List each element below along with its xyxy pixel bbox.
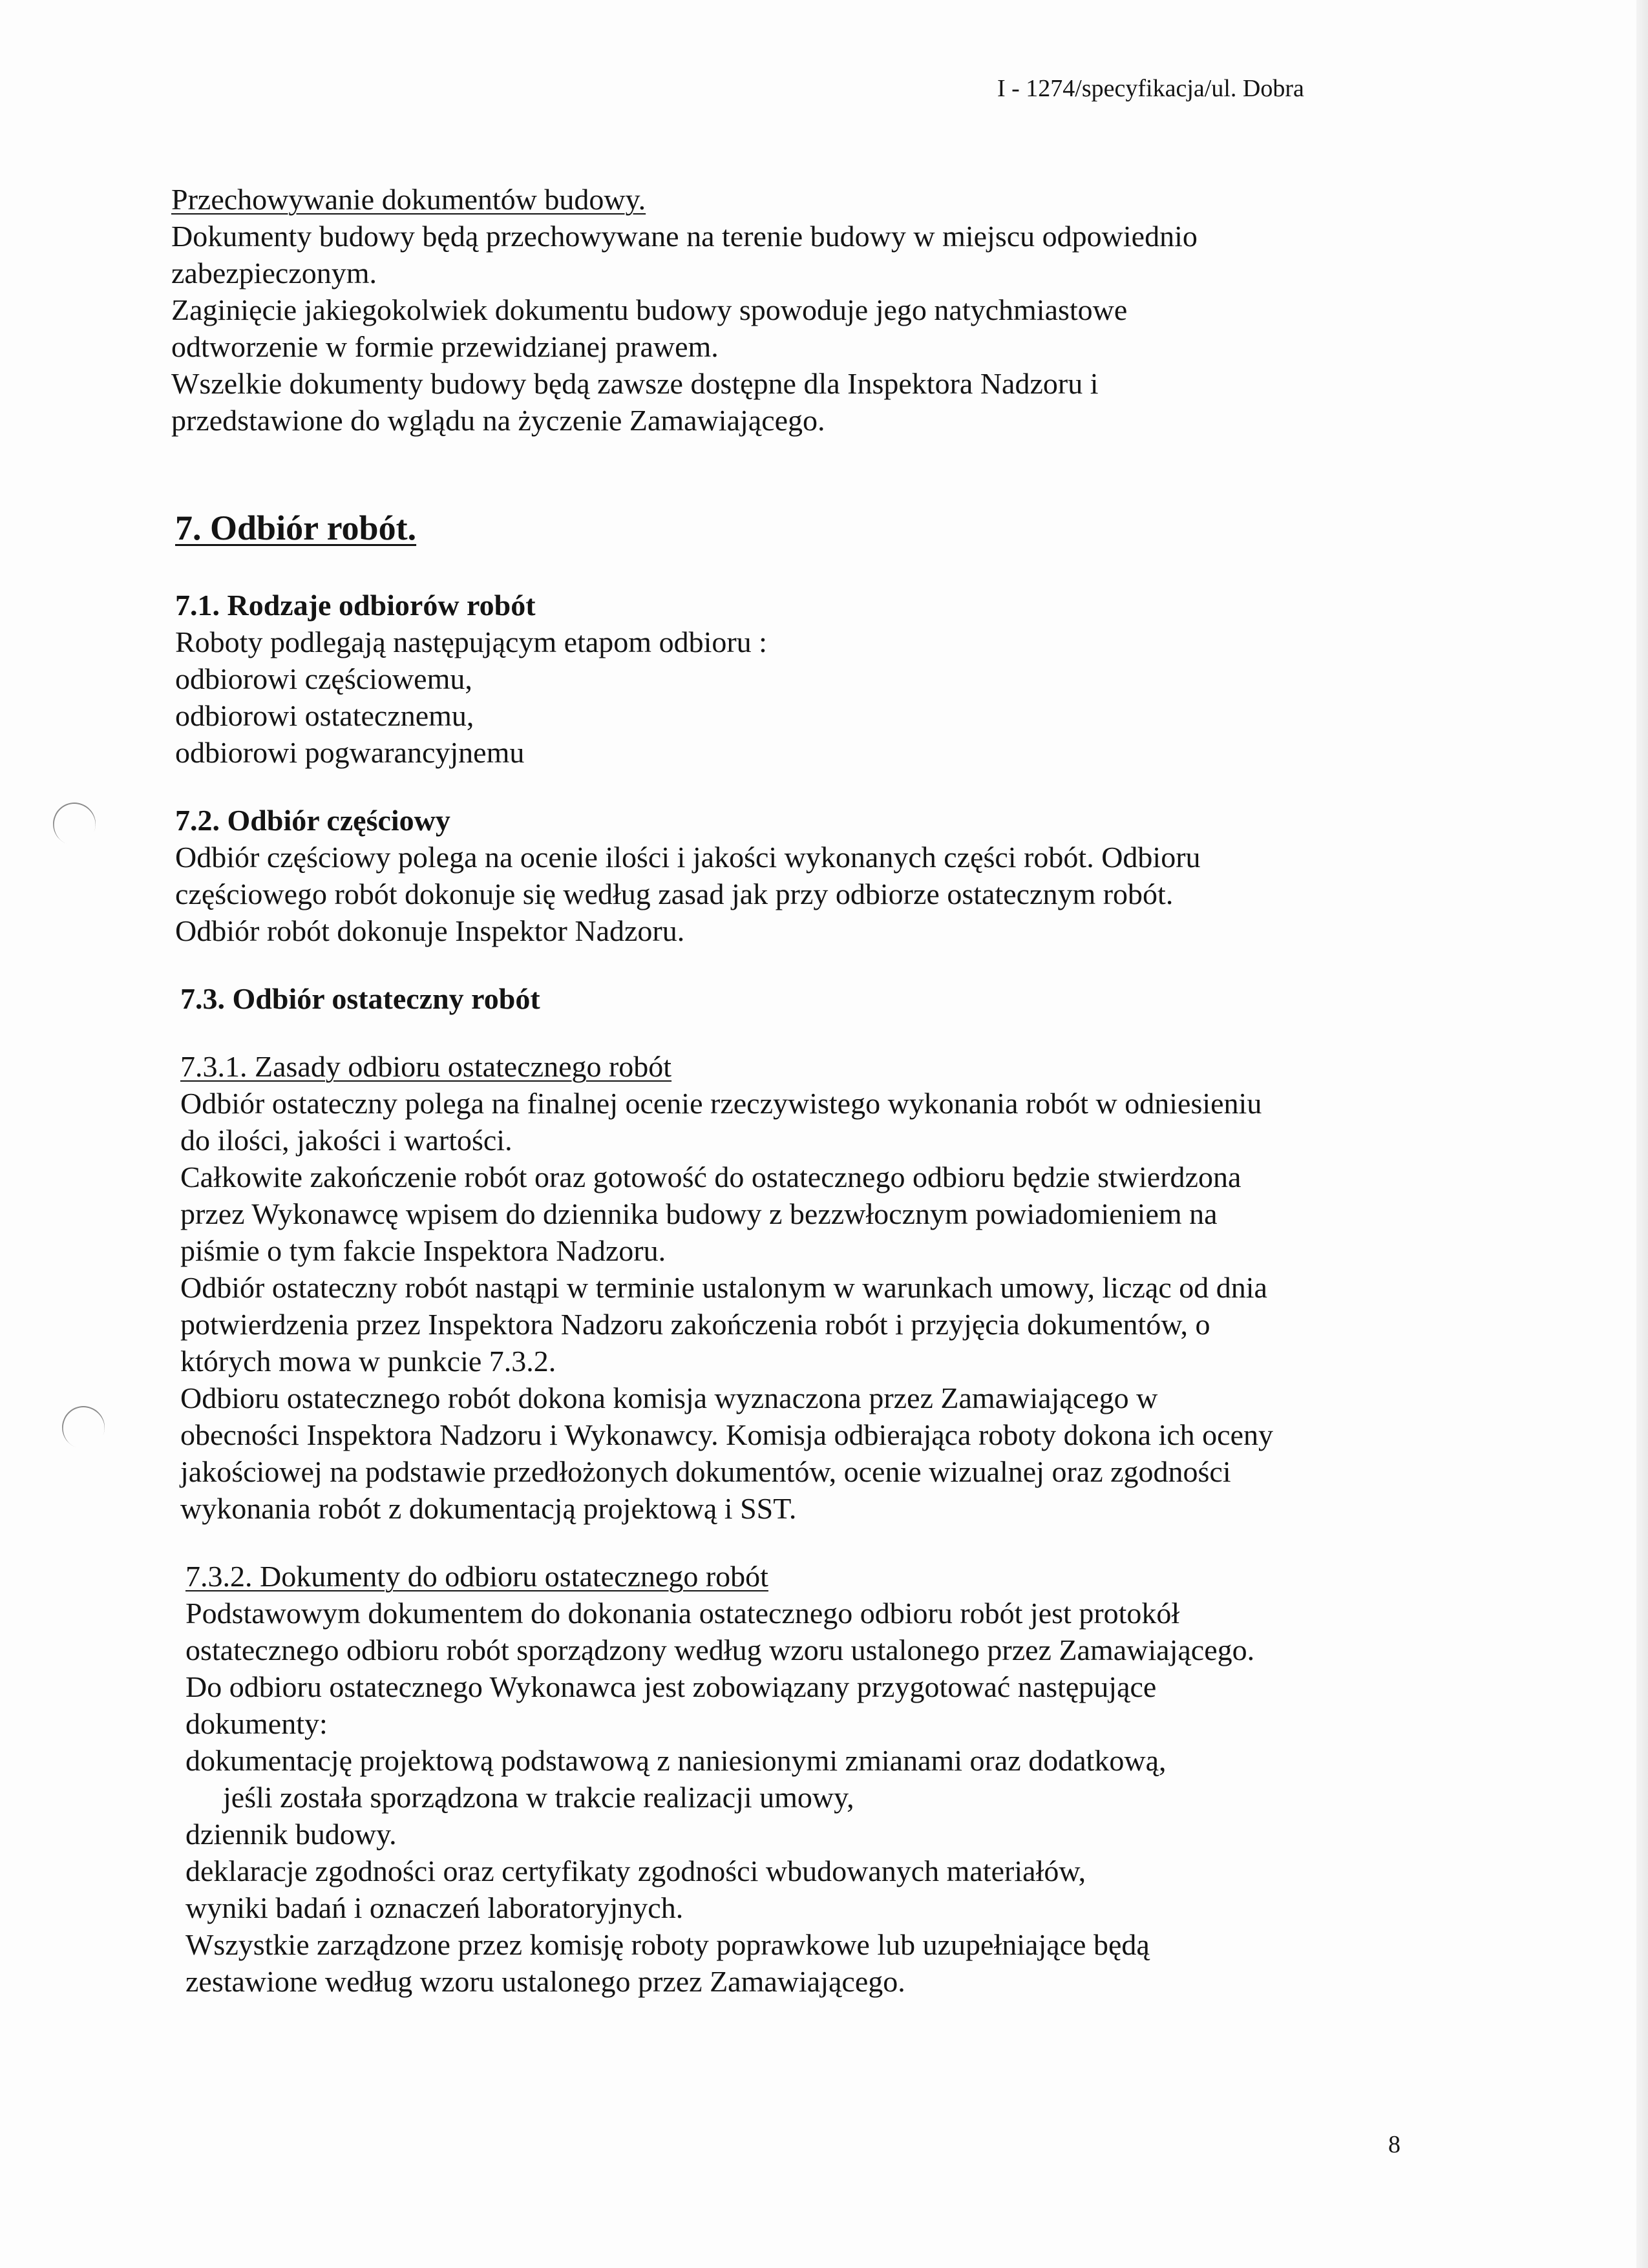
list-item: odbiorowi ostatecznemu, xyxy=(175,699,474,732)
punch-hole-mark xyxy=(47,796,102,852)
paragraph-line: ostatecznego odbioru robót sporządzony według wzoru ustalonego przez Zamawiającego. xyxy=(185,1633,1255,1666)
paragraph-line: Do odbioru ostatecznego Wykonawca jest zobowiązany przygotować następujące xyxy=(185,1670,1157,1703)
page-edge-shadow xyxy=(1636,0,1648,2268)
section-7-1 xyxy=(175,587,1373,771)
paragraph-line: Podstawowym dokumentem do dokonania ostatecznego odbioru robót jest protokół xyxy=(185,1597,1180,1630)
paragraph-line: do ilości, jakości i wartości. xyxy=(180,1124,512,1157)
list-item: dziennik budowy. xyxy=(185,1818,397,1851)
paragraph-line: odtworzenie w formie przewidzianej prawem. xyxy=(171,330,719,363)
storage-title: Przechowywanie dokumentów budowy. xyxy=(171,183,646,216)
section-heading-7: 7. Odbiór robót. xyxy=(175,509,417,547)
paragraph-line: piśmie o tym fakcie Inspektora Nadzoru. xyxy=(180,1234,666,1267)
paragraph-line: Zaginięcie jakiegokolwiek dokumentu budowy spowoduje jego natychmiastowe xyxy=(171,293,1128,326)
section-7-3-2 xyxy=(185,1558,1373,2000)
paragraph-line: przez Wykonawcę wpisem do dziennika budowy z bezzwłocznym powiadomieniem na xyxy=(180,1197,1218,1230)
paragraph-line: Odbiór robót dokonuje Inspektor Nadzoru. xyxy=(175,914,685,947)
list-item: dokumentację projektową podstawową z naniesionymi zmianami oraz dodatkową, xyxy=(185,1744,1167,1777)
paragraph-line: obecności Inspektora Nadzoru i Wykonawcy. Komisja odbierająca roboty dokona ich oceny xyxy=(180,1418,1274,1451)
paragraph-line: Odbiór ostateczny polega na finalnej ocenie rzeczywistego wykonania robót w odniesieniu xyxy=(180,1087,1262,1120)
page-number: 8 xyxy=(1388,2131,1400,2158)
paragraph-line: Odbioru ostatecznego robót dokona komisja wyznaczona przez Zamawiającego w xyxy=(180,1381,1158,1414)
section-7-3-1 xyxy=(180,1048,1373,1527)
list-item: deklaracje zgodności oraz certyfikaty zgodności wbudowanych materiałów, xyxy=(185,1854,1086,1887)
paragraph-line: częściowego robót dokonuje się według zasad jak przy odbiorze ostatecznym robót. xyxy=(175,877,1174,910)
section-heading-7-3-2: 7.3.2. Dokumenty do odbioru ostatecznego robót xyxy=(185,1560,768,1593)
paragraph-line: Dokumenty budowy będą przechowywane na terenie budowy w miejscu odpowiednio xyxy=(171,220,1198,253)
list-item: odbiorowi pogwarancyjnemu xyxy=(175,736,525,769)
paragraph-line: Wszelkie dokumenty budowy będą zawsze dostępne dla Inspektora Nadzoru i xyxy=(171,367,1099,400)
paragraph-line: Roboty podlegają następującym etapom odbioru : xyxy=(175,625,767,658)
list-item: wyniki badań i oznaczeń laboratoryjnych. xyxy=(185,1891,684,1924)
list-item: odbiorowi częściowemu, xyxy=(175,662,472,695)
paragraph-line: Całkowite zakończenie robót oraz gotowość do ostatecznego odbioru będzie stwierdzona xyxy=(180,1160,1241,1193)
paragraph-line: których mowa w punkcie 7.3.2. xyxy=(180,1345,556,1378)
paragraph-line: Odbiór częściowy polega na ocenie ilości i jakości wykonanych części robót. Odbioru xyxy=(175,841,1201,874)
section-heading-7-3-1: 7.3.1. Zasady odbioru ostatecznego robót xyxy=(180,1050,672,1083)
paragraph-line: Odbiór ostateczny robót nastąpi w terminie ustalonym w warunkach umowy, licząc od dnia xyxy=(180,1271,1267,1304)
punch-hole-mark xyxy=(56,1400,111,1455)
section-heading-7-1: 7.1. Rodzaje odbiorów robót xyxy=(175,589,536,622)
paragraph-line: dokumenty: xyxy=(185,1707,328,1740)
document-body xyxy=(171,181,1373,2000)
section-heading-7-2: 7.2. Odbiór częściowy xyxy=(175,804,450,837)
paragraph-line: zestawione według wzoru ustalonego przez Zamawiającego. xyxy=(185,1965,905,1998)
paragraph-line: jakościowej na podstawie przedłożonych dokumentów, ocenie wizualnej oraz zgodności xyxy=(180,1455,1231,1488)
section-7-2 xyxy=(175,802,1373,949)
storage-section xyxy=(171,181,1373,439)
paragraph-line: przedstawione do wglądu na życzenie Zamawiającego. xyxy=(171,404,825,437)
paragraph-line: wykonania robót z dokumentacją projektową i SST. xyxy=(180,1492,797,1525)
document-reference: I - 1274/specyfikacja/ul. Dobra xyxy=(997,75,1304,102)
paragraph-line: Wszystkie zarządzone przez komisję roboty poprawkowe lub uzupełniające będą xyxy=(185,1928,1150,1961)
section-heading-7-3: 7.3. Odbiór ostateczny robót xyxy=(180,982,540,1015)
list-item-continuation: jeśli została sporządzona w trakcie realizacji umowy, xyxy=(223,1781,854,1814)
paragraph-line: potwierdzenia przez Inspektora Nadzoru zakończenia robót i przyjęcia dokumentów, o xyxy=(180,1308,1210,1341)
paragraph-line: zabezpieczonym. xyxy=(171,257,377,289)
